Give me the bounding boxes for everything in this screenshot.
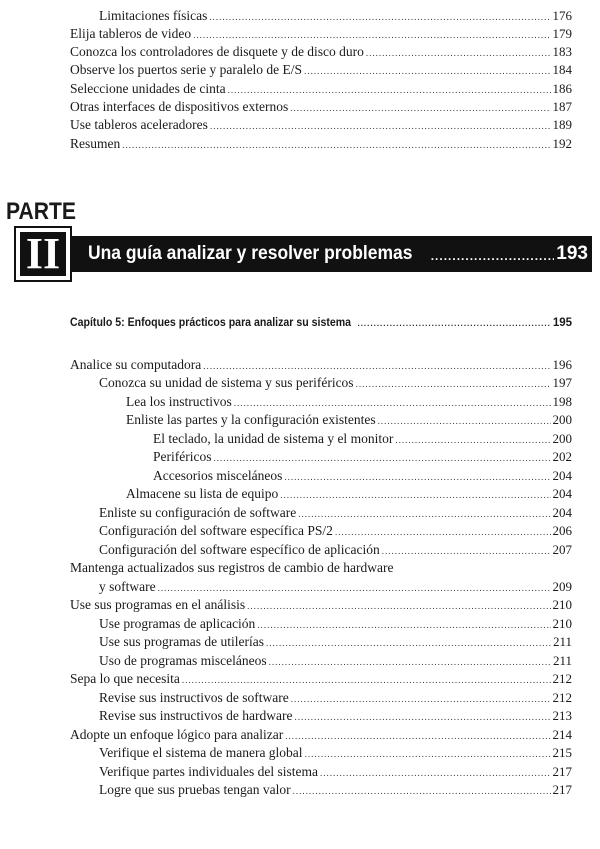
part-label: PARTE: [6, 198, 77, 225]
toc-entry: Logre que sus pruebas tengan valor ..... 217: [99, 781, 572, 798]
toc-entry: Use sus programas en el análisis ..... 210: [70, 596, 572, 613]
page-number: 184: [552, 62, 572, 77]
page-number: 211: [552, 653, 572, 668]
page-number: 209: [552, 579, 572, 594]
page-number: 217: [552, 764, 572, 779]
page-number: 187: [552, 99, 572, 114]
page-number: 189: [552, 117, 572, 132]
chapter-page-number: 195: [552, 317, 572, 329]
page-number: 211: [552, 634, 572, 649]
toc-entry: Observe los puertos serie y paralelo de E/S ..... 184: [70, 61, 572, 78]
toc-entry: Configuración del software específico de aplicación ..... 207: [99, 541, 572, 558]
toc-entry: Accesorios misceláneos ..... 204: [153, 467, 572, 484]
toc-entry: Revise sus instructivos de software ..... 212: [99, 689, 572, 706]
toc-entry: Otras interfaces de dispositivos externos ..... 187: [70, 98, 572, 115]
page-number: 210: [552, 597, 572, 612]
part-title-banner: [70, 236, 592, 272]
page-number: 217: [552, 782, 572, 797]
part-title: Una guía analizar y resolver problemas: [88, 243, 413, 264]
part-page-number: 193: [556, 243, 588, 264]
toc-entry: Revise sus instructivos de hardware ..... 213: [99, 707, 572, 724]
page-number: 212: [552, 671, 572, 686]
page-number: 196: [552, 357, 572, 372]
page-number: 204: [552, 486, 572, 501]
toc-entry: Use programas de aplicación ..... 210: [99, 615, 572, 632]
page-number: 197: [552, 375, 572, 390]
toc-entry: Limitaciones físicas ..... 176: [99, 7, 572, 24]
toc-entry: Use sus programas de utilerías ..... 211: [99, 633, 572, 650]
toc-entry: Verifique el sistema de manera global ..... 215: [99, 744, 572, 761]
toc-entry: Elija tableros de video ..... 179: [70, 25, 572, 42]
toc-entry: Enliste su configuración de software ..... 204: [99, 504, 572, 521]
page-number: 200: [552, 412, 572, 427]
toc-entry: Periféricos ..... 202: [153, 448, 572, 465]
toc-entry: El teclado, la unidad de sistema y el monitor ..... 200: [153, 430, 572, 447]
toc-entry: Enliste las partes y la configuración existentes ..... 200: [126, 411, 572, 428]
part-numeral: II: [14, 226, 72, 282]
page-number: 206: [552, 523, 572, 538]
page-number: 192: [552, 136, 572, 151]
toc-entry: y software ..... 209: [99, 578, 572, 595]
toc-entry: Uso de programas misceláneos ..... 211: [99, 652, 572, 669]
toc-entry: Seleccione unidades de cinta ..... 186: [70, 80, 572, 97]
toc-entry: Conozca los controladores de disquete y de disco duro ..... 183: [70, 43, 572, 60]
page-number: 215: [552, 745, 572, 760]
page-number: 200: [552, 431, 572, 446]
toc-entry: Resumen ..... 192: [70, 135, 572, 152]
page-number: 213: [552, 708, 572, 723]
page-number: 214: [552, 727, 572, 742]
toc-entry: Mantenga actualizados sus registros de cambio de hardware: [70, 560, 394, 575]
toc-entry: Sepa lo que necesita ..... 212: [70, 670, 572, 687]
toc-entry: Conozca su unidad de sistema y sus periféricos ..... 197: [99, 374, 572, 391]
page-number: 186: [552, 81, 572, 96]
page-number: 202: [552, 449, 572, 464]
page-number: 210: [552, 616, 572, 631]
page-number: 176: [552, 8, 572, 23]
page-number: 204: [552, 468, 572, 483]
toc-entry: Analice su computadora ..... 196: [70, 356, 572, 373]
toc-entry: Adopte un enfoque lógico para analizar ..... 214: [70, 726, 572, 743]
page-number: 198: [552, 394, 572, 409]
page-number: 212: [552, 690, 572, 705]
page-number: 179: [552, 26, 572, 41]
page-number: 183: [552, 44, 572, 59]
toc-entry: Use tableros aceleradores ..... 189: [70, 116, 572, 133]
toc-entry: Verifique partes individuales del sistema ..... 217: [99, 763, 572, 780]
page-number: 207: [552, 542, 572, 557]
toc-entry: Configuración del software específica PS/2 ..... 206: [99, 522, 572, 539]
page-number: 204: [552, 505, 572, 520]
toc-entry: Almacene su lista de equipo ..... 204: [126, 485, 572, 502]
chapter-heading: [70, 317, 572, 329]
chapter-title: Capítulo 5: Enfoques prácticos para analizar su sistema: [70, 317, 352, 329]
toc-entry: Lea los instructivos ..... 198: [126, 393, 572, 410]
